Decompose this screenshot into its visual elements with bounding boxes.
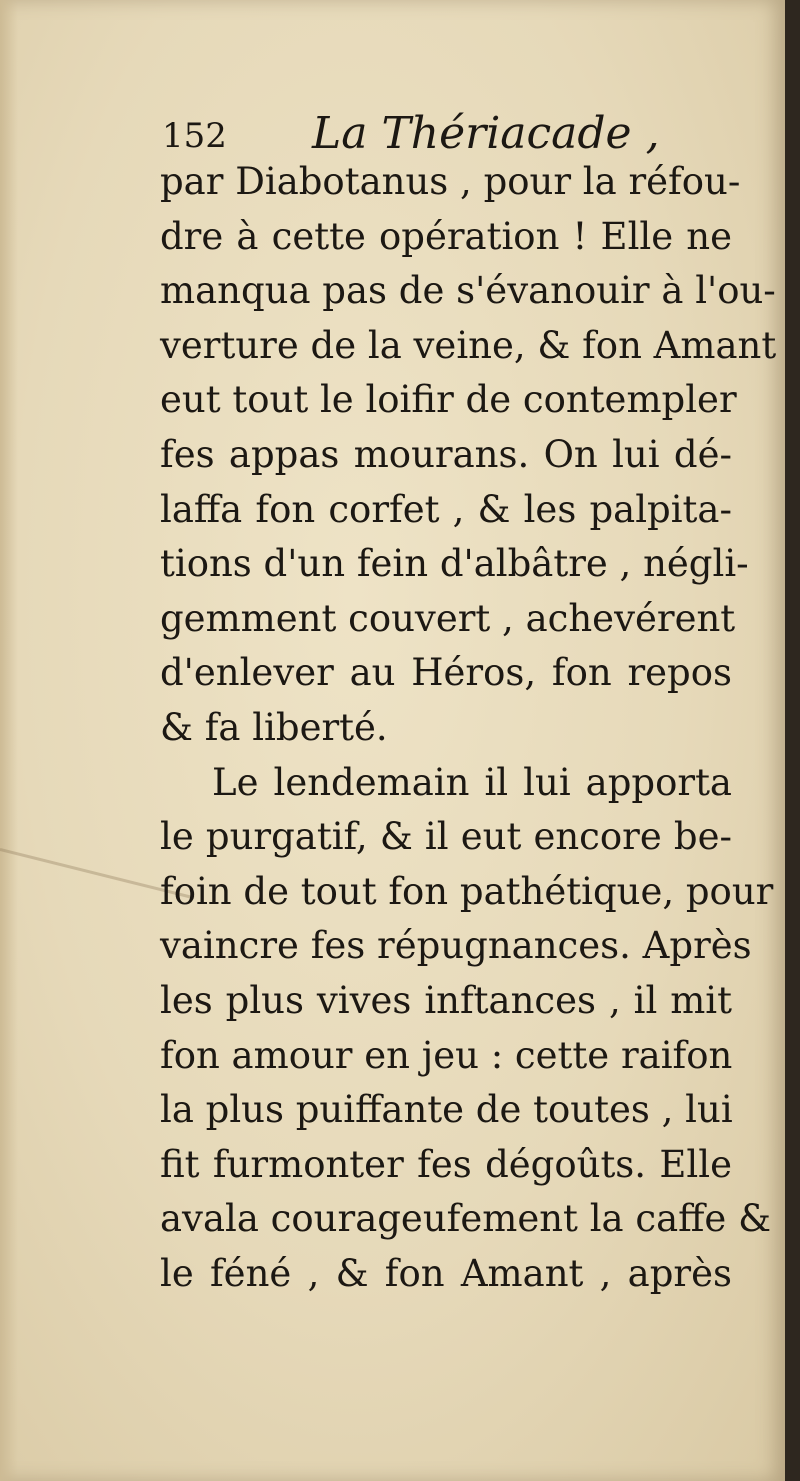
- text-line: & fa liberté.: [160, 705, 388, 749]
- text-line: par Diabotanus , pour la réfou-: [160, 160, 741, 203]
- text-line: d'enlever au Héros, fon repos: [160, 651, 732, 695]
- text-line: le féné , & fon Amant , après: [160, 1251, 732, 1295]
- paragraph-first-line: Le lendemain il lui apporta: [212, 760, 732, 804]
- text-line: tions d'un fein d'albâtre , négli-: [160, 542, 749, 586]
- text-line: eut tout le loifir de contempler: [160, 378, 737, 422]
- text-line: fes appas mourans. On lui dé-: [160, 432, 732, 476]
- scan-edge: [785, 0, 800, 1481]
- text-line: foin de tout fon pathétique, pour: [160, 869, 774, 913]
- text-line: fit furmonter fes dégoûts. Elle: [160, 1142, 732, 1186]
- body-text: [160, 155, 777, 1301]
- text-line: fon amour en jeu : cette raifon: [160, 1033, 733, 1077]
- text-line: gemment couvert , achevérent: [160, 596, 736, 640]
- text-line: les plus vives inftances , il mit: [160, 978, 732, 1022]
- text-line: avala courageufement la caffe &: [160, 1197, 772, 1241]
- text-line: manqua pas de s'évanouir à l'ou-: [160, 269, 776, 313]
- text-line: laffa fon corfet , & les palpita-: [160, 487, 732, 531]
- text-line: la plus puiffante de toutes , lui: [160, 1088, 733, 1132]
- text-line: le purgatif, & il eut encore be-: [160, 815, 732, 859]
- page-gutter: [0, 0, 18, 1481]
- text-line: verture de la veine, & fon Amant: [160, 323, 777, 367]
- running-title: La Thériacade ,: [312, 108, 660, 159]
- text-line: dre à cette opération ! Elle ne: [160, 214, 732, 258]
- text-line: vaincre fes répugnances. Après: [160, 924, 752, 968]
- page-number: 152: [162, 116, 227, 156]
